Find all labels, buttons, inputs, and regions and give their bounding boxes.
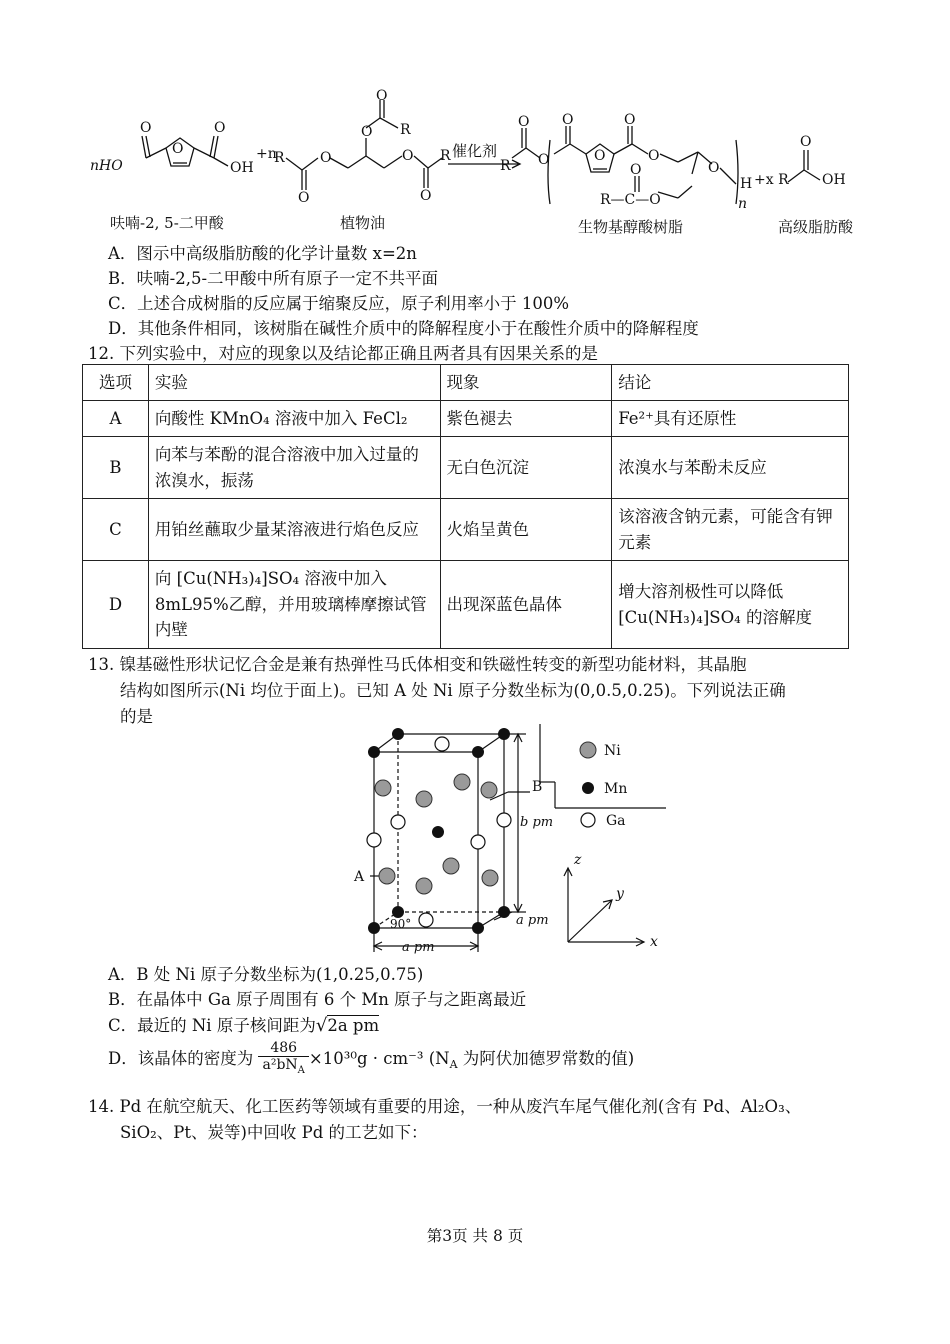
table-row	[83, 401, 849, 437]
atom-o: O	[214, 120, 226, 136]
product-n: n	[738, 196, 748, 212]
row-phenomenon: 出现深蓝色晶体	[440, 561, 612, 649]
product-r-bottom: R—C—O	[600, 192, 661, 208]
atom-o: O	[538, 152, 550, 168]
atom-o: O	[708, 160, 720, 176]
crystal-cell-figure	[350, 724, 670, 956]
page-footer: 第3页 共 8 页	[426, 1227, 524, 1245]
row-experiment: 向酸性 KMnO₄ 溶液中加入 FeCl₂	[148, 401, 440, 437]
table-header-row	[83, 365, 849, 401]
q12-stem: 12. 下列实验中，对应的现象以及结论都正确且两者具有因果关系的是	[88, 344, 598, 363]
legend-ga-label: Ga	[606, 813, 626, 829]
axis-z-label: z	[574, 852, 582, 868]
q13-option-c: C．最近的 Ni 原子核间距为√2a pm	[108, 1015, 380, 1036]
header-experiment: 实验	[148, 365, 440, 401]
plus-n: +n	[256, 146, 277, 162]
reactant2-name: 植物油	[340, 214, 386, 232]
table-row	[83, 499, 849, 561]
row-option: A	[83, 401, 149, 437]
catalyst-label: 催化剂	[452, 142, 498, 160]
q11-option-a: A．图示中高级脂肪酸的化学计量数 x=2n	[108, 244, 417, 263]
reactant1-coef: nHO	[90, 158, 123, 174]
row-phenomenon: 无白色沉淀	[440, 437, 612, 499]
mn-atoms	[368, 728, 510, 934]
atom-o: O	[630, 162, 642, 178]
b-pm-label: b pm	[520, 815, 554, 830]
row-conclusion: 该溶液含钠元素，可能含有钾元素	[612, 499, 849, 561]
reactant2-r-left: R	[274, 150, 285, 166]
q13-option-d-text: D．该晶体的密度为	[108, 1048, 254, 1068]
q13-option-d	[108, 1040, 634, 1079]
fraction-denominator-sub: A	[297, 1064, 305, 1076]
product-h: H	[740, 176, 753, 192]
a-pm-bottom-label: a pm	[402, 940, 435, 955]
reactant1-oh: OH	[230, 160, 254, 176]
row-option: C	[83, 499, 149, 561]
legend-mn-swatch	[582, 782, 594, 794]
row-conclusion: 浓溴水与苯酚未反应	[612, 437, 849, 499]
atom-o: O	[376, 88, 388, 104]
product-plus-x: +x R	[754, 172, 789, 188]
row-experiment: 用铂丝蘸取少量某溶液进行焰色反应	[148, 499, 440, 561]
a-pm-side-label: a pm	[516, 913, 549, 928]
product-oh: OH	[822, 172, 846, 188]
atom-o: O	[518, 114, 530, 130]
q13-line1: 13. 镍基磁性形状记忆合金是兼有热弹性马氏体相变和铁磁性转变的新型功能材料，其晶胞	[88, 655, 747, 674]
header-conclusion: 结论	[612, 365, 849, 401]
q13-option-a: A．B 处 Ni 原子分数坐标为(1,0.25,0.75)	[108, 965, 424, 984]
header-phenomenon: 现象	[440, 365, 612, 401]
fraction-numerator: 486	[258, 1040, 308, 1057]
axis-x-label: x	[650, 934, 658, 950]
q13-option-c-sqrt: 2a pm	[327, 1016, 380, 1035]
density-unit: ×10³⁰g · cm⁻³ (N	[308, 1048, 450, 1068]
q13-option-c-text: C．最近的 Ni 原子核间距为	[108, 1016, 316, 1035]
q13-line2: 结构如图所示(Ni 均位于面上)。已知 A 处 Ni 原子分数坐标为(0,0.5,0.25)。下列说法正确	[120, 681, 786, 700]
atom-o: O	[140, 120, 152, 136]
row-conclusion: Fe²⁺具有还原性	[612, 401, 849, 437]
row-conclusion: 增大溶剂极性可以降低 [Cu(NH₃)₄]SO₄ 的溶解度	[612, 561, 849, 649]
angle-label: 90°	[390, 917, 412, 931]
table-row	[83, 437, 849, 499]
fraction-denominator: a²bN	[262, 1057, 298, 1073]
acid-name: 高级脂肪酸	[778, 218, 854, 236]
atom-o: O	[420, 188, 432, 204]
atom-o: O	[648, 148, 660, 164]
legend-mn-label: Mn	[604, 781, 628, 797]
q11-option-b: B．呋喃-2,5-二甲酸中所有原子一定不共平面	[108, 269, 439, 288]
q14-line1: 14. Pd 在航空航天、化工医药等领域有重要的用途，一种从废汽车尾气催化剂(含有 Pd、Al₂O₃、	[88, 1097, 802, 1116]
q14-line2: SiO₂、Pt、炭等)中回收 Pd 的工艺如下：	[120, 1123, 428, 1142]
label-b: B	[532, 779, 543, 795]
q13-line3: 的是	[120, 707, 153, 726]
density-fraction	[258, 1040, 308, 1079]
atom-o: O	[298, 190, 310, 206]
table-row	[83, 561, 849, 649]
row-experiment: 向苯与苯酚的混合溶液中加入过量的浓溴水，振荡	[148, 437, 440, 499]
density-note: 为阿伏加德罗常数的值)	[457, 1048, 635, 1068]
atom-o: O	[562, 112, 574, 128]
atom-o: O	[624, 112, 636, 128]
legend-ga-swatch	[581, 813, 595, 827]
row-option: B	[83, 437, 149, 499]
atom-o: O	[800, 134, 812, 150]
header-option: 选项	[83, 365, 149, 401]
row-phenomenon: 紫色褪去	[440, 401, 612, 437]
axis-y-label: y	[616, 886, 624, 902]
atom-o: O	[172, 141, 184, 157]
row-option: D	[83, 561, 149, 649]
legend-ni-swatch	[580, 742, 596, 758]
q11-option-d: D．其他条件相同，该树脂在碱性介质中的降解程度小于在酸性介质中的降解程度	[108, 319, 699, 338]
reactant2-r-top: R	[400, 122, 411, 138]
atom-o: O	[361, 124, 373, 140]
product-r-left: R	[500, 158, 511, 174]
q13-option-b: B．在晶体中 Ga 原子周围有 6 个 Mn 原子与之距离最近	[108, 990, 527, 1009]
product-name: 生物基醇酸树脂	[578, 218, 684, 236]
atom-o: O	[402, 148, 414, 164]
legend-ni-label: Ni	[604, 743, 621, 759]
row-experiment: 向 [Cu(NH₃)₄]SO₄ 溶液中加入 8mL95%乙醇，并用玻璃棒摩擦试管内壁	[148, 561, 440, 649]
label-a: A	[354, 869, 365, 885]
reactant2-r-right: R	[440, 148, 451, 164]
q11-option-c: C．上述合成树脂的反应属于缩聚反应，原子利用率小于 100%	[108, 294, 570, 313]
row-phenomenon: 火焰呈黄色	[440, 499, 612, 561]
atom-o: O	[320, 150, 332, 166]
density-unit-sub: A	[449, 1058, 458, 1072]
reactant1-name: 呋喃-2, 5-二甲酸	[110, 214, 224, 232]
q12-table	[82, 364, 849, 649]
atom-o: O	[594, 148, 606, 164]
